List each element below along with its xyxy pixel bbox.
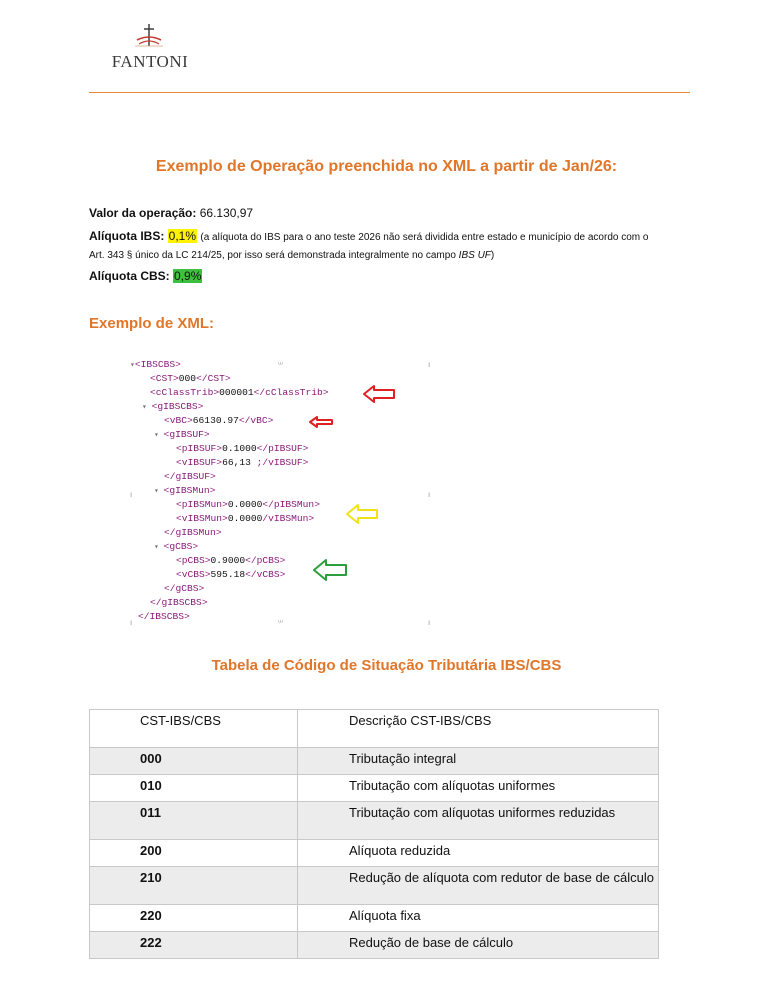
crop-mark: ı [130,490,133,499]
xml-line: <vIBSMun>0.0000/vIBSMun> [176,513,315,524]
cst-code: 011 [140,805,161,820]
aliquota-cbs-label: Alíquota CBS: [89,269,170,283]
red-arrow-icon [362,384,396,404]
xml-line: <vCBS>595.18</vCBS> [176,569,286,580]
crop-mark: ı [428,490,431,499]
xml-line: ▾<IBSCBS> [130,359,181,370]
table-row [90,932,659,959]
valor-label: Valor da operação: [89,206,197,220]
xml-heading: Exemplo de XML: [89,315,215,332]
valor-value: 66.130,97 [199,206,254,220]
table-header-row [90,710,659,748]
crop-mark: ı [428,618,431,627]
xml-line: <pIBSUF>0.1000</pIBSUF> [176,443,309,454]
cst-description: Alíquota fixa [349,908,421,923]
cst-code: 220 [140,908,162,923]
xml-line: </gCBS> [164,583,205,594]
crop-mark: ı [428,360,431,369]
aliquota-cbs-line [89,268,202,284]
table-row [90,775,659,802]
note-close: ) [490,250,495,261]
cst-code: 010 [140,778,162,793]
cst-description: Alíquota reduzida [349,843,451,858]
xml-line: <pIBSMun>0.0000</pIBSMun> [176,499,320,510]
xml-line: ▾ <gCBS> [154,541,199,552]
table-row [90,840,659,867]
cst-code: 222 [140,935,162,950]
xml-line: </IBSCBS> [138,611,190,622]
table-row [90,748,659,775]
yellow-arrow-icon [345,503,379,525]
aliquota-ibs-value: 0,1% [168,229,197,243]
cst-code: 210 [140,870,162,885]
header-divider [89,92,690,93]
xml-line: </gIBSUF> [164,471,216,482]
cst-code: 200 [140,843,162,858]
cst-code: 000 [140,751,162,766]
note-text: Art. 343 § único da LC 214/25, por isso será demonstrada integralmente no campo [89,250,456,261]
column-header-description: Descrição CST-IBS/CBS [349,713,492,728]
xml-line: <pCBS>0.9000</pCBS> [176,555,286,566]
crop-mark: ı [130,618,133,627]
cst-description: Tributação integral [349,751,457,766]
crop-mark: ᵚ [278,360,283,369]
cst-description: Tributação com alíquotas uniformes [349,778,556,793]
column-header-code: CST-IBS/CBS [140,713,221,728]
xml-line: ▾ <gIBSMun> [154,485,216,496]
xml-line: </gIBSMun> [164,527,222,538]
xml-line: <cClassTrib>000001</cClassTrib> [150,387,329,398]
note-emphasis: IBS UF [458,250,491,261]
xml-line: <vBC>66130.97</vBC> [164,415,274,426]
aliquota-ibs-note-continuation [89,248,494,264]
fantoni-logo [100,24,200,76]
aliquota-ibs-note: (a alíquota do IBS para o ano teste 2026 não será dividida entre estado e município de acordo com o [200,232,649,243]
valor-operacao-line [89,205,253,221]
table-row [90,905,659,932]
table-row [90,802,659,840]
cst-description: Tributação com alíquotas uniformes reduzidas [349,805,616,820]
xml-line: ▾ <gIBSUF> [154,429,210,440]
crop-mark: ᵚ [278,618,283,627]
xml-line: </gIBSCBS> [150,597,208,608]
red-arrow-icon [308,415,334,429]
table-row [90,867,659,905]
example-heading: Exemplo de Operação preenchida no XML a partir de Jan/26: [155,158,618,175]
cross-emblem-icon [134,24,164,50]
green-arrow-icon [312,558,348,582]
cst-table [89,709,659,959]
xml-line: ▾ <gIBSCBS> [142,401,204,412]
aliquota-ibs-label: Alíquota IBS: [89,229,165,243]
xml-line: <vIBSUF>66,13 ;/vIBSUF> [176,457,309,468]
cst-description: Redução de alíquota com redutor de base de cálculo [349,870,654,885]
cst-description: Redução de base de cálculo [349,935,514,950]
logo-text: FANTONI [111,52,189,71]
xml-line: <CST>000</CST> [150,373,231,384]
aliquota-cbs-value: 0,9% [174,269,202,283]
aliquota-ibs-line [89,228,648,246]
table-heading: Tabela de Código de Situação Tributária IBS/CBS [211,657,562,674]
